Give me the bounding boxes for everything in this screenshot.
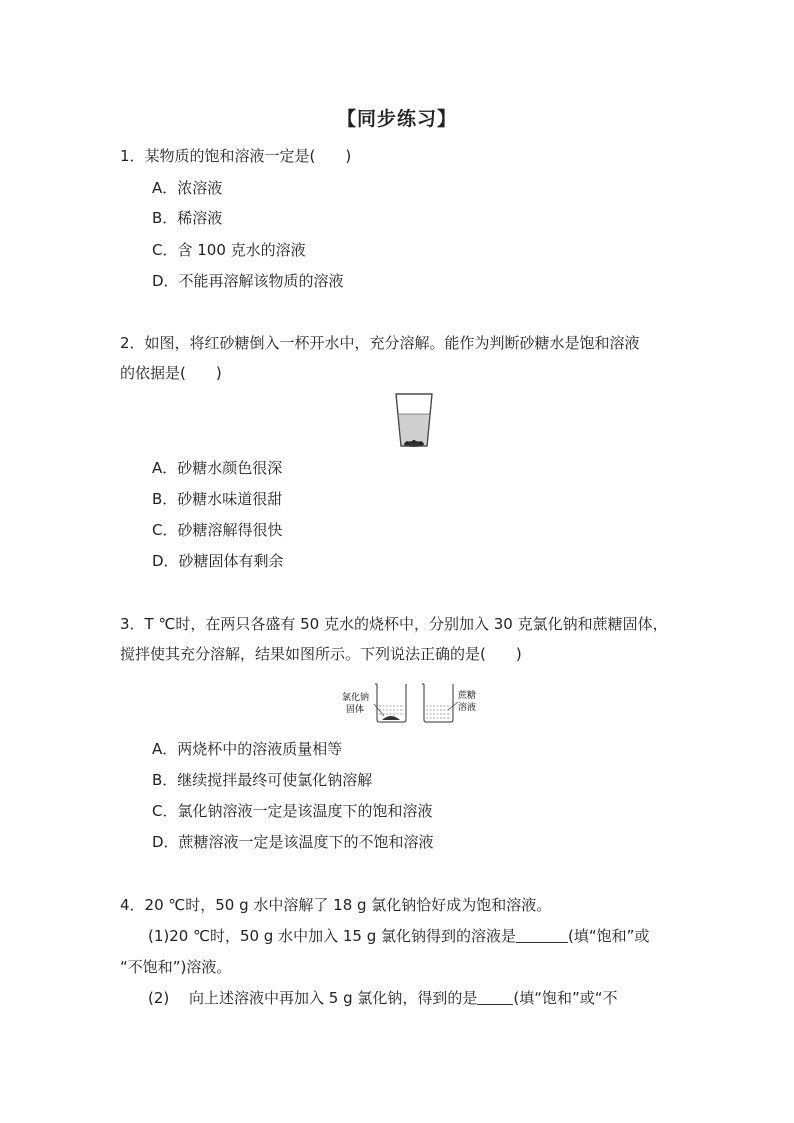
question-2-option-d: D．砂糖固体有剩余 [152,552,284,570]
question-4-sub2 [148,987,618,1008]
question-1-stem: 1．某物质的饱和溶液一定是( ) [120,147,352,165]
label-sucrose: 蔗糖 [458,691,477,701]
question-1-option-d: D．不能再溶解该物质的溶液 [152,272,344,290]
label-solution: 溶液 [458,703,477,713]
two-beakers-figure [340,676,490,726]
label-solid: 固体 [346,705,365,715]
question-3-option-c: C．氯化钠溶液一定是该温度下的饱和溶液 [152,802,433,820]
question-3-option-d: D．蔗糖溶液一定是该温度下的不饱和溶液 [152,833,434,851]
question-4-stem: 4．20 ℃时，50 g 水中溶解了 18 g 氯化钠恰好成为饱和溶液。 [120,896,552,914]
question-3-stem-line2: 搅拌使其充分溶解，结果如图所示。下列说法正确的是( ) [120,645,522,663]
question-4-sub1-text-b: (填“饱和”或 [568,927,650,945]
question-4-sub2-text-a: (2) 向上述溶液中再加入 5 g 氯化钠，得到的是 [148,989,478,1007]
question-3-option-a: A．两烧杯中的溶液质量相等 [152,740,343,758]
question-2-option-c: C．砂糖溶解得很快 [152,521,283,539]
question-4-sub2-blank[interactable] [477,990,513,1005]
question-2-option-a: A．砂糖水颜色很深 [152,459,283,477]
page-title: 【同步练习】 [336,108,457,130]
question-4-sub1-cont: “不饱和”)溶液。 [120,958,232,976]
question-4-sub1-text-a: (1)20 ℃时，50 g 水中加入 15 g 氯化钠得到的溶液是 [148,927,517,945]
sugar-water-cup-figure [392,388,436,454]
question-4-sub1 [148,925,649,946]
question-3-stem-line1: 3．T ℃时，在两只各盛有 50 克水的烧杯中，分别加入 30 克氯化钠和蔗糖固体， [120,615,668,633]
question-2-stem-line1: 2．如图，将红砂糖倒入一杯开水中，充分溶解。能作为判断砂糖水是饱和溶液 [120,334,640,352]
question-1-option-c: C．含 100 克水的溶液 [152,241,306,259]
question-1-option-a: A．浓溶液 [152,179,223,197]
question-4-sub2-text-b: (填“饱和”或“不 [513,989,618,1007]
question-2-stem-line2: 的依据是( ) [120,364,222,382]
question-1-option-b: B．稀溶液 [152,209,223,227]
question-4-sub1-blank[interactable] [516,928,568,943]
question-3-option-b: B．继续搅拌最终可使氯化钠溶解 [152,771,373,789]
label-nacl: 氯化钠 [342,693,370,703]
question-2-option-b: B．砂糖水味道很甜 [152,490,283,508]
